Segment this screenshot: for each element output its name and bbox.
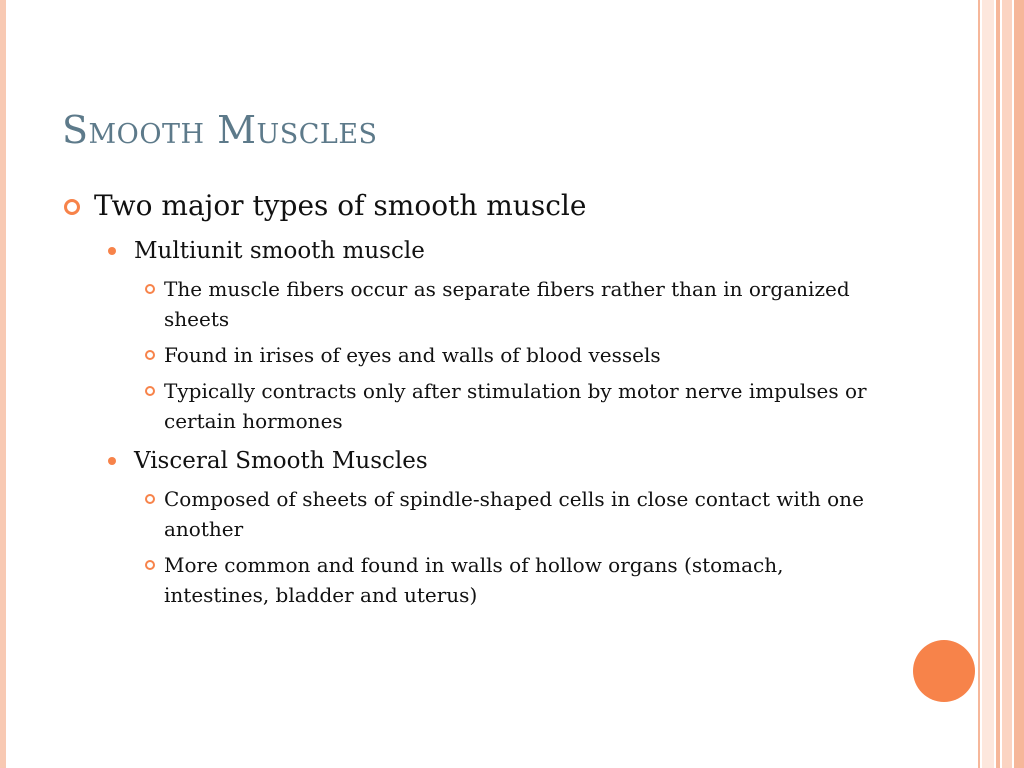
stripe (982, 0, 994, 768)
stripe (996, 0, 1000, 768)
bullet-level1 (64, 186, 884, 226)
bullet-text: Typically contracts only after stimulation by motor nerve impulses or certain hormones (164, 379, 867, 433)
decorative-orange-circle (913, 640, 975, 702)
bullet-text: Multiunit smooth muscle (134, 238, 425, 264)
bullet-text: The muscle fibers occur as separate fibers rather than in organized sheets (164, 277, 850, 331)
hollow-circle-bullet-icon (145, 560, 155, 570)
bullet-level3 (64, 550, 884, 610)
bullet-text: Found in irises of eyes and walls of blood vessels (164, 343, 661, 367)
bullet-level3 (64, 484, 884, 544)
bullet-level2 (64, 234, 884, 268)
stripe (1014, 0, 1024, 768)
stripe (978, 0, 980, 768)
bullet-text: Two major types of smooth muscle (94, 189, 587, 222)
bullet-level2 (64, 444, 884, 478)
bullet-level3 (64, 340, 884, 370)
bullet-text: More common and found in walls of hollow organs (stomach, intestines, bladder and uterus) (164, 553, 784, 607)
bullet-level3 (64, 274, 884, 334)
hollow-circle-bullet-icon (145, 386, 155, 396)
hollow-circle-bullet-icon (145, 350, 155, 360)
slide-content (64, 186, 884, 616)
bullet-text: Visceral Smooth Muscles (134, 448, 428, 474)
filled-circle-bullet-icon (108, 457, 116, 465)
left-border-stripe (0, 0, 6, 768)
hollow-circle-bullet-icon (64, 199, 80, 215)
filled-circle-bullet-icon (108, 247, 116, 255)
stripe (1002, 0, 1012, 768)
right-decorative-stripes (978, 0, 1024, 768)
bullet-text: Composed of sheets of spindle-shaped cells in close contact with one another (164, 487, 864, 541)
bullet-level3 (64, 376, 884, 436)
hollow-circle-bullet-icon (145, 494, 155, 504)
hollow-circle-bullet-icon (145, 284, 155, 294)
slide-title: Smooth Muscles (62, 108, 378, 152)
